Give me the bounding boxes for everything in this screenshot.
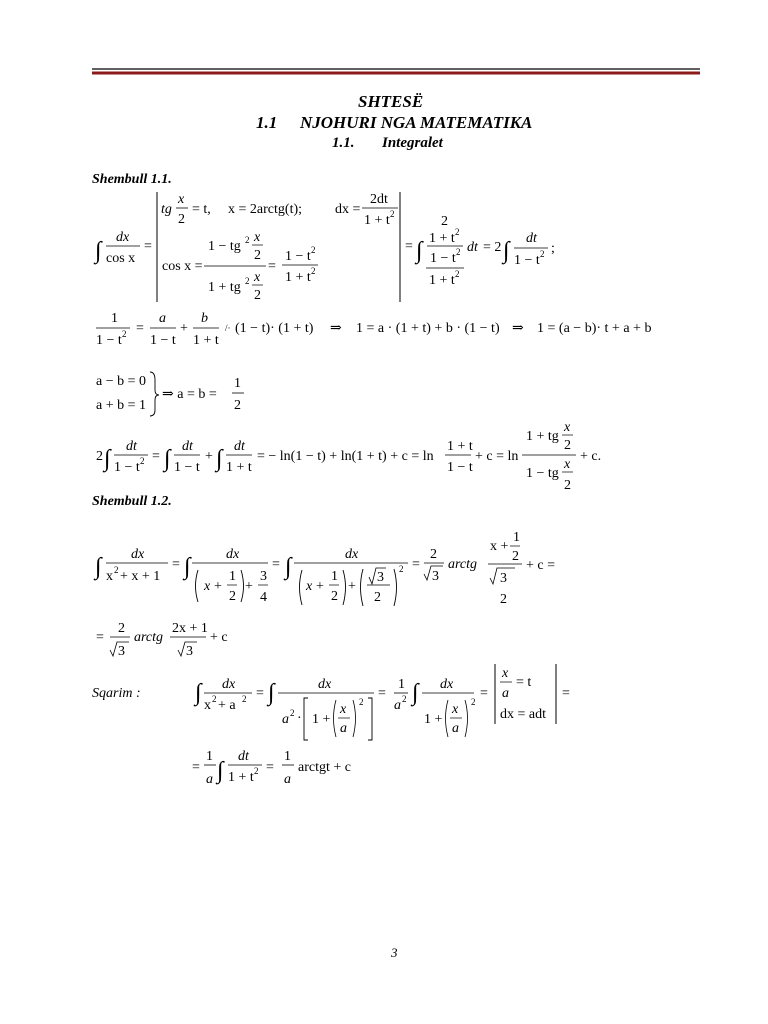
svg-text:4: 4 [260, 590, 267, 605]
svg-text:x: x [204, 698, 211, 713]
svg-text:1 + t: 1 + t [429, 273, 455, 288]
example-2-label: Shembull 1.2. [92, 494, 172, 509]
svg-text:∫: ∫ [95, 554, 102, 580]
svg-text:dt: dt [467, 240, 478, 255]
appendix-title: SHTESË [358, 92, 424, 111]
svg-text:∫: ∫ [216, 446, 223, 472]
svg-text:1: 1 [513, 530, 520, 545]
svg-text:1 − tg: 1 − tg [526, 466, 559, 481]
svg-text:2: 2 [564, 478, 571, 493]
svg-text:2: 2 [455, 269, 460, 279]
svg-text:dt: dt [182, 439, 193, 454]
svg-text:∫: ∫ [268, 680, 275, 706]
svg-text:= t,: = t, [192, 202, 211, 217]
explanation-derivation [193, 664, 570, 740]
svg-text:2: 2 [359, 697, 364, 707]
svg-text:dx: dx [345, 547, 359, 562]
svg-text:dt: dt [234, 439, 245, 454]
svg-text:x = 2arctg(t);: x = 2arctg(t); [228, 202, 303, 217]
svg-text:3: 3 [118, 644, 125, 659]
svg-text:arctgt + c: arctgt + c [298, 760, 351, 775]
svg-text:+ c = ln: + c = ln [475, 449, 519, 464]
svg-text:dt: dt [526, 231, 537, 246]
svg-text:x: x [178, 192, 185, 207]
svg-text:1: 1 [229, 569, 236, 584]
svg-text:1 +: 1 + [424, 712, 443, 727]
example-1-label: Shembull 1.1. [92, 172, 172, 187]
svg-text:=: = [378, 686, 386, 701]
svg-text:2: 2 [399, 564, 404, 574]
svg-text:1: 1 [111, 311, 118, 326]
svg-text:x: x [254, 230, 261, 245]
svg-text:∫: ∫ [412, 680, 419, 706]
subsection-title: Integralet [382, 135, 443, 151]
svg-text:= 2: = 2 [483, 240, 502, 255]
svg-text:a: a [502, 686, 509, 701]
svg-text:1 − t: 1 − t [285, 249, 311, 264]
svg-text:x: x [106, 569, 113, 584]
svg-text:cos x =: cos x = [162, 259, 203, 274]
svg-text:∫: ∫ [416, 238, 423, 264]
svg-text:dx: dx [222, 677, 236, 692]
svg-text:2: 2 [114, 565, 119, 575]
svg-text:1 − t: 1 − t [96, 333, 122, 348]
svg-text:=: = [272, 557, 280, 572]
svg-text:⇒: ⇒ [330, 321, 342, 336]
svg-text:1 + t: 1 + t [228, 770, 254, 785]
svg-text:x: x [564, 420, 571, 435]
svg-text:a: a [206, 772, 213, 787]
svg-text:dt: dt [238, 749, 249, 764]
svg-text:1 + t: 1 + t [193, 333, 219, 348]
svg-text:x: x [564, 457, 571, 472]
svg-text:+: + [348, 579, 356, 594]
svg-text:=: = [172, 557, 180, 572]
svg-text:x: x [452, 702, 459, 717]
svg-text:1: 1 [206, 749, 213, 764]
svg-text:a: a [284, 772, 291, 787]
svg-text:⇒: ⇒ [512, 321, 524, 336]
svg-text:x: x [306, 579, 313, 594]
partial-fraction-line [96, 311, 651, 348]
svg-text:2: 2 [471, 697, 476, 707]
svg-text:2dt: 2dt [370, 192, 388, 207]
section-number: 1.1 [256, 113, 278, 132]
svg-text:dx = adt: dx = adt [500, 707, 547, 722]
svg-text:x +: x + [490, 539, 509, 554]
svg-text:=: = [96, 630, 104, 645]
svg-text:= − ln(1 − t) + ln(1 + t) + c: = − ln(1 − t) + ln(1 + t) + c = ln [257, 449, 434, 464]
svg-text:2: 2 [374, 590, 381, 605]
svg-text:2: 2 [311, 245, 316, 255]
svg-text:3: 3 [260, 569, 267, 584]
svg-text:1: 1 [234, 376, 241, 391]
svg-text:b: b [201, 311, 208, 326]
svg-text:a: a [340, 721, 347, 736]
svg-text:⇒ a = b =: ⇒ a = b = [162, 387, 217, 402]
svg-text:=: = [144, 239, 152, 254]
svg-text:1 − t: 1 − t [447, 460, 473, 475]
svg-text:(1 − t)· (1 + t): (1 − t)· (1 + t) [235, 321, 314, 336]
explanation-result [192, 749, 351, 787]
svg-text:2: 2 [254, 288, 261, 303]
svg-text:2: 2 [390, 209, 395, 219]
svg-text:1 − t: 1 − t [150, 333, 176, 348]
svg-text:2x + 1: 2x + 1 [172, 621, 208, 636]
svg-text:1 + t: 1 + t [226, 460, 252, 475]
svg-text:2: 2 [290, 708, 295, 718]
svg-text:dt: dt [126, 439, 137, 454]
svg-text:1 − t: 1 − t [114, 460, 140, 475]
svg-text:dx: dx [131, 547, 145, 562]
svg-text:cos x: cos x [106, 251, 136, 266]
svg-text:+: + [316, 579, 324, 594]
svg-text:3: 3 [500, 571, 507, 586]
svg-text:1: 1 [398, 677, 405, 692]
svg-text:·: · [297, 711, 302, 726]
svg-text:2: 2 [242, 694, 247, 704]
svg-text:+ c.: + c. [580, 449, 602, 464]
svg-text:dx =: dx = [335, 202, 361, 217]
svg-text:+ a: + a [218, 698, 236, 713]
section-title: NJOHURI NGA MATEMATIKA [300, 113, 533, 132]
svg-text:∫: ∫ [104, 446, 111, 472]
svg-text:∫: ∫ [95, 238, 102, 264]
cosx-substitution [162, 230, 318, 303]
svg-text:1 = a · (1 + t) + b · (1 − t): 1 = a · (1 + t) + b · (1 − t) [356, 321, 500, 336]
svg-text:a + b = 1: a + b = 1 [96, 398, 147, 413]
svg-text:2: 2 [140, 456, 145, 466]
svg-text:=: = [256, 686, 264, 701]
svg-text:/·: /· [225, 323, 231, 333]
svg-text:2: 2 [118, 621, 125, 636]
svg-text:2: 2 [441, 214, 448, 229]
integral-final-1 [96, 420, 601, 493]
svg-text:3: 3 [186, 644, 193, 659]
svg-text:∫: ∫ [285, 554, 292, 580]
svg-text:1 +: 1 + [312, 712, 331, 727]
svg-text:1 − tg: 1 − tg [208, 239, 241, 254]
svg-text:a: a [159, 311, 166, 326]
svg-text:∫: ∫ [503, 238, 510, 264]
svg-text:dx: dx [318, 677, 332, 692]
svg-text:1 + tg: 1 + tg [208, 280, 241, 295]
svg-text:=: = [192, 760, 200, 775]
integral-dx-cosx [93, 230, 152, 266]
svg-text:=: = [266, 760, 274, 775]
integral-example-2-line1 [93, 530, 555, 607]
svg-text:3: 3 [432, 569, 439, 584]
svg-text:=: = [562, 686, 570, 701]
svg-text:1: 1 [331, 569, 338, 584]
svg-text:2: 2 [254, 766, 259, 776]
svg-text:2: 2 [178, 212, 185, 227]
svg-text:1 + t: 1 + t [429, 231, 455, 246]
svg-text:+ x + 1: + x + 1 [120, 569, 161, 584]
svg-text:x: x [254, 270, 261, 285]
svg-text:a − b = 0: a − b = 0 [96, 374, 147, 389]
svg-text:2: 2 [564, 438, 571, 453]
svg-text:=: = [268, 259, 276, 274]
svg-text:1 + t: 1 + t [364, 213, 390, 228]
svg-text:2: 2 [245, 276, 250, 286]
svg-text:tg: tg [161, 202, 172, 217]
svg-text:1 + tg: 1 + tg [526, 429, 559, 444]
svg-text:2: 2 [212, 694, 217, 704]
svg-text:2: 2 [402, 694, 407, 704]
svg-text:2: 2 [456, 247, 461, 257]
svg-text:1 + t: 1 + t [285, 270, 311, 285]
svg-text:+: + [205, 449, 213, 464]
svg-text:+ c: + c [210, 630, 228, 645]
svg-text:a: a [282, 712, 289, 727]
svg-text:1 − t: 1 − t [174, 460, 200, 475]
svg-text:2: 2 [122, 329, 127, 339]
svg-text:2: 2 [96, 449, 103, 464]
svg-text:x: x [502, 666, 509, 681]
svg-text:dx: dx [440, 677, 454, 692]
svg-text:= t: = t [516, 675, 532, 690]
svg-text:1 − t: 1 − t [430, 251, 456, 266]
svg-text:∫: ∫ [164, 446, 171, 472]
svg-text:+ c =: + c = [526, 558, 556, 573]
svg-text:1: 1 [284, 749, 291, 764]
svg-text:1 = (a − b)· t + a + b: 1 = (a − b)· t + a + b [537, 321, 652, 336]
svg-text:=: = [405, 239, 413, 254]
explanation-label: Sqarim : [92, 686, 141, 701]
substitution-line [161, 192, 398, 228]
svg-text:∫: ∫ [184, 554, 191, 580]
svg-text:x: x [204, 579, 211, 594]
svg-text:2: 2 [254, 248, 261, 263]
svg-text:+: + [214, 579, 222, 594]
svg-text:=: = [136, 321, 144, 336]
svg-text:+: + [245, 579, 253, 594]
svg-text:∫: ∫ [195, 680, 202, 706]
equation-system [96, 372, 244, 416]
svg-text:=: = [152, 449, 160, 464]
integral-example-2-line2 [96, 621, 228, 659]
svg-text:2: 2 [500, 592, 507, 607]
svg-text:1 + t: 1 + t [447, 439, 473, 454]
svg-text:arctg: arctg [448, 557, 478, 572]
svg-text:2: 2 [245, 235, 250, 245]
svg-text:2: 2 [512, 549, 519, 564]
svg-text:∫: ∫ [217, 758, 224, 784]
svg-text:2: 2 [311, 266, 316, 276]
svg-text:2: 2 [430, 547, 437, 562]
svg-text:2: 2 [234, 398, 241, 413]
svg-text:3: 3 [377, 570, 384, 585]
svg-text:+: + [180, 321, 188, 336]
svg-text:1 − t: 1 − t [514, 253, 540, 268]
svg-text:2: 2 [455, 227, 460, 237]
svg-text:dx: dx [116, 230, 130, 245]
svg-text:2: 2 [229, 589, 236, 604]
integral-result-1 [405, 214, 555, 288]
svg-text:2: 2 [540, 249, 545, 259]
svg-text:dx: dx [226, 547, 240, 562]
svg-text:arctg: arctg [134, 630, 164, 645]
svg-text:=: = [480, 686, 488, 701]
svg-text:;: ; [551, 241, 555, 256]
svg-text:a: a [452, 721, 459, 736]
svg-text:x: x [340, 702, 347, 717]
svg-text:=: = [412, 557, 420, 572]
subsection-number: 1.1. [332, 135, 355, 151]
svg-text:2: 2 [331, 589, 338, 604]
page-number: 3 [391, 945, 398, 960]
svg-text:a: a [394, 698, 401, 713]
